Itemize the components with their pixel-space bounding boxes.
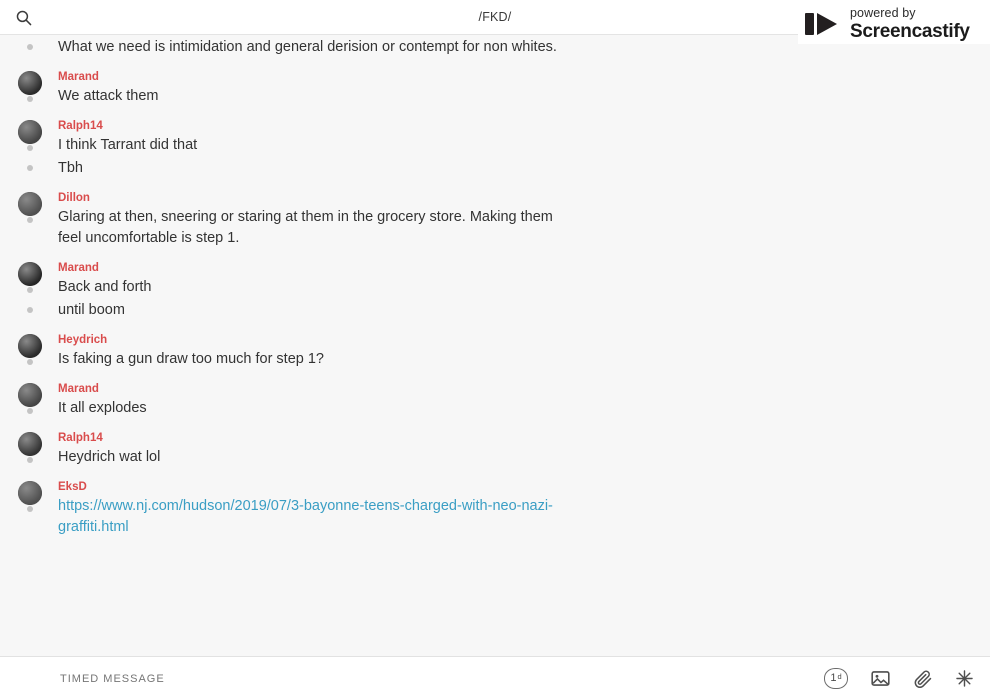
message-body bbox=[58, 261, 974, 298]
screencastify-watermark bbox=[798, 4, 990, 44]
message-author[interactable]: Marand bbox=[58, 71, 99, 83]
message-body bbox=[58, 480, 974, 538]
message-status-dot bbox=[27, 457, 33, 463]
message-text: Back and forth bbox=[58, 279, 152, 295]
timed-message-button[interactable] bbox=[824, 668, 848, 689]
message-author[interactable]: Dillon bbox=[58, 192, 90, 204]
message-row[interactable] bbox=[0, 333, 990, 370]
message-status-dot bbox=[27, 44, 33, 50]
sparkle-icon[interactable] bbox=[955, 669, 974, 688]
message-status-dot bbox=[27, 506, 33, 512]
message-row[interactable] bbox=[0, 158, 990, 179]
message-text: It all explodes bbox=[58, 400, 147, 416]
message-body bbox=[58, 333, 974, 370]
message-gutter bbox=[14, 191, 58, 249]
message-status-dot bbox=[27, 287, 33, 293]
message-body bbox=[58, 300, 974, 321]
message-gutter bbox=[14, 70, 58, 107]
watermark-brand: Screencastify bbox=[850, 20, 970, 42]
message-row[interactable] bbox=[0, 431, 990, 468]
message-gutter bbox=[14, 261, 58, 298]
message-status-dot bbox=[27, 217, 33, 223]
message-composer bbox=[0, 656, 990, 700]
message-gutter bbox=[14, 119, 58, 156]
message-text: Heydrich wat lol bbox=[58, 449, 161, 465]
search-icon[interactable] bbox=[10, 4, 36, 30]
message-status-dot bbox=[27, 359, 33, 365]
message-link[interactable]: https://www.nj.com/hudson/2019/07/3-bayonne-teens-charged-with-neo-nazi-graffiti.html bbox=[58, 498, 553, 535]
message-row[interactable] bbox=[0, 300, 990, 321]
message-text: What we need is intimidation and general derision or contempt for non whites. bbox=[58, 39, 557, 55]
message-body bbox=[58, 382, 974, 419]
screencastify-logo-icon bbox=[804, 9, 848, 39]
avatar[interactable] bbox=[18, 262, 42, 286]
message-text: Tbh bbox=[58, 160, 83, 176]
avatar[interactable] bbox=[18, 71, 42, 95]
top-bar bbox=[0, 0, 990, 42]
message-status-dot bbox=[27, 96, 33, 102]
message-row[interactable] bbox=[0, 480, 990, 538]
message-author[interactable]: Marand bbox=[58, 383, 99, 395]
message-status-dot bbox=[27, 165, 33, 171]
message-body bbox=[58, 158, 974, 179]
message-status-dot bbox=[27, 145, 33, 151]
message-gutter bbox=[14, 382, 58, 419]
message-author[interactable]: Heydrich bbox=[58, 334, 108, 346]
message-row[interactable] bbox=[0, 382, 990, 419]
avatar[interactable] bbox=[18, 120, 42, 144]
message-text: Is faking a gun draw too much for step 1? bbox=[58, 351, 324, 367]
message-body bbox=[58, 191, 974, 249]
message-text: until boom bbox=[58, 302, 125, 318]
message-text: I think Tarrant did that bbox=[58, 137, 198, 153]
message-body bbox=[58, 70, 974, 107]
message-input[interactable] bbox=[58, 672, 824, 686]
message-row[interactable] bbox=[0, 261, 990, 298]
message-list[interactable] bbox=[0, 35, 990, 656]
watermark-powered-by: powered by bbox=[850, 6, 916, 21]
timer-unit: d bbox=[837, 672, 842, 681]
avatar[interactable] bbox=[18, 383, 42, 407]
message-gutter bbox=[14, 158, 58, 179]
message-body bbox=[58, 119, 974, 156]
message-author[interactable]: Ralph14 bbox=[58, 120, 103, 132]
avatar[interactable] bbox=[18, 481, 42, 505]
message-status-dot bbox=[27, 408, 33, 414]
message-row[interactable] bbox=[0, 119, 990, 156]
image-icon[interactable] bbox=[870, 668, 891, 689]
message-gutter bbox=[14, 37, 58, 58]
message-author[interactable]: EksD bbox=[58, 481, 87, 493]
message-gutter bbox=[14, 300, 58, 321]
avatar[interactable] bbox=[18, 192, 42, 216]
message-body bbox=[58, 431, 974, 468]
avatar[interactable] bbox=[18, 334, 42, 358]
message-status-dot bbox=[27, 307, 33, 313]
message-gutter bbox=[14, 480, 58, 538]
channel-title: /FKD/ bbox=[478, 10, 512, 24]
message-author[interactable]: Ralph14 bbox=[58, 432, 103, 444]
paperclip-icon[interactable] bbox=[913, 669, 933, 689]
message-author[interactable]: Marand bbox=[58, 262, 99, 274]
message-gutter bbox=[14, 431, 58, 468]
message-gutter bbox=[14, 333, 58, 370]
message-text: We attack them bbox=[58, 88, 159, 104]
message-row[interactable] bbox=[0, 70, 990, 107]
message-text: Glaring at then, sneering or staring at them in the grocery store. Making them feel uncomfortable is step 1. bbox=[58, 209, 557, 246]
timer-value: 1 bbox=[830, 672, 837, 684]
composer-actions bbox=[824, 668, 974, 689]
avatar[interactable] bbox=[18, 432, 42, 456]
message-row[interactable] bbox=[0, 191, 990, 249]
